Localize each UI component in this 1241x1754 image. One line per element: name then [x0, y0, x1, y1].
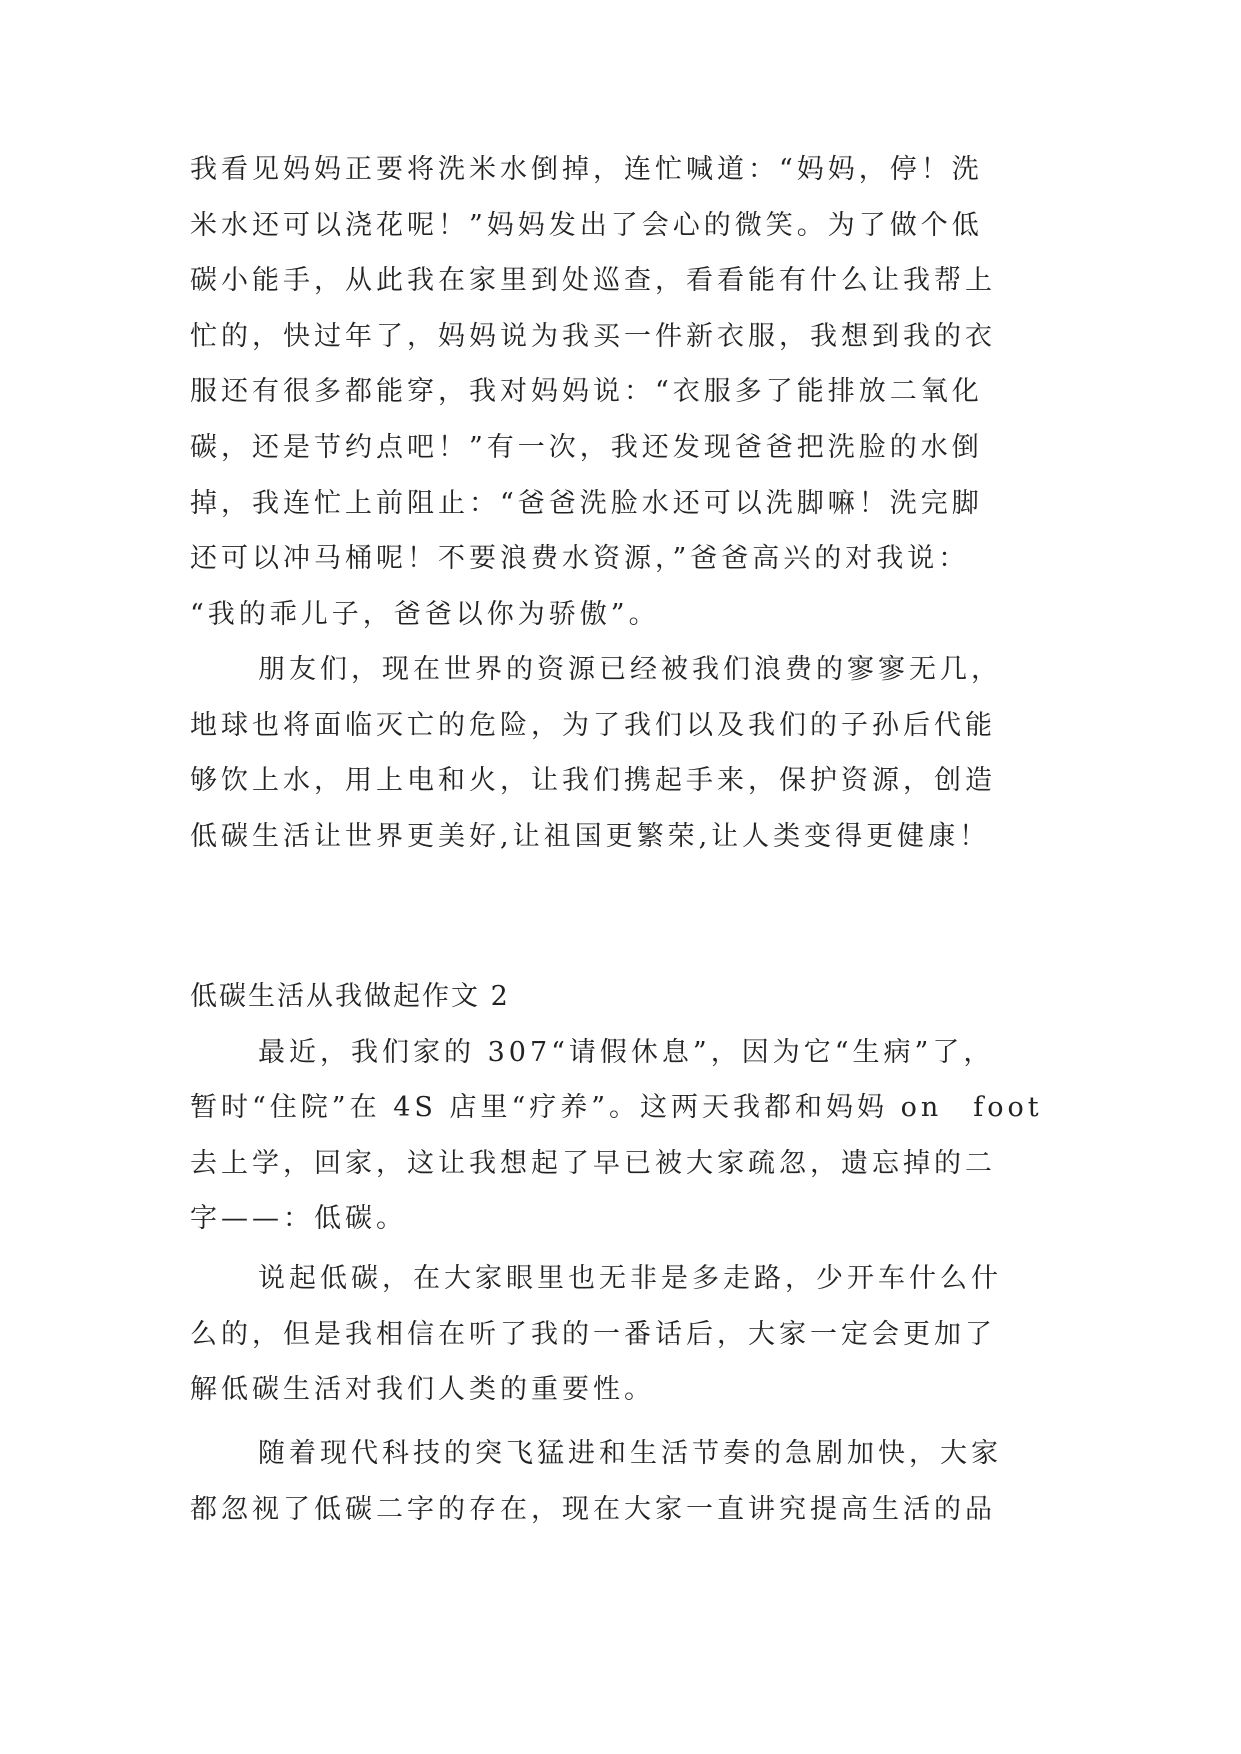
text-line: 我看见妈妈正要将洗米水倒掉，连忙喊道：“妈妈，停！洗 — [190, 154, 983, 185]
text-line: 碳小能手，从此我在家里到处巡查，看看能有什么让我帮上 — [190, 265, 996, 296]
text-line: 去上学，回家，这让我想起了早已被大家疏忽，遗忘掉的二 — [190, 1148, 996, 1179]
text-line: 都忽视了低碳二字的存在，现在大家一直讲究提高生活的品 — [190, 1494, 996, 1525]
text-line: 够饮上水，用上电和火，让我们携起手来，保护资源，创造 — [190, 765, 996, 796]
section-title: 低碳生活从我做起作文 2 — [190, 981, 510, 1012]
text-line: 暂时“住院”在 4S 店里“疗养”。这两天我都和妈妈 on foot — [190, 1092, 1043, 1123]
text-line: 朋友们，现在世界的资源已经被我们浪费的寥寥无几， — [258, 654, 1002, 685]
text-line: 还可以冲马桶呢！不要浪费水资源，”爸爸高兴的对我说： — [190, 543, 970, 574]
text-line: 么的，但是我相信在听了我的一番话后，大家一定会更加了 — [190, 1319, 996, 1350]
text-line: 碳，还是节约点吧！”有一次，我还发现爸爸把洗脸的水倒 — [190, 432, 983, 463]
text-line: 地球也将面临灭亡的危险，为了我们以及我们的子孙后代能 — [190, 710, 996, 741]
text-line: 低碳生活让世界更美好,让祖国更繁荣,让人类变得更健康！ — [190, 821, 991, 852]
text-line: 解低碳生活对我们人类的重要性。 — [190, 1374, 655, 1405]
text-line: 米水还可以浇花呢！”妈妈发出了会心的微笑。为了做个低 — [190, 210, 983, 241]
text-line: “我的乖儿子，爸爸以你为骄傲”。 — [190, 599, 660, 630]
text-line: 说起低碳，在大家眼里也无非是多走路，少开车什么什 — [258, 1263, 1002, 1294]
text-line: 随着现代科技的突飞猛进和生活节奏的急剧加快，大家 — [258, 1438, 1002, 1469]
text-line: 掉，我连忙上前阻止：“爸爸洗脸水还可以洗脚嘛！洗完脚 — [190, 488, 983, 519]
text-line: 忙的，快过年了，妈妈说为我买一件新衣服，我想到我的衣 — [190, 321, 996, 352]
text-line: 最近，我们家的 307“请假休息”，因为它“生病”了， — [258, 1037, 995, 1068]
text-line: 字——：低碳。 — [190, 1203, 407, 1234]
text-line: 服还有很多都能穿，我对妈妈说：“衣服多了能排放二氧化 — [190, 376, 983, 407]
